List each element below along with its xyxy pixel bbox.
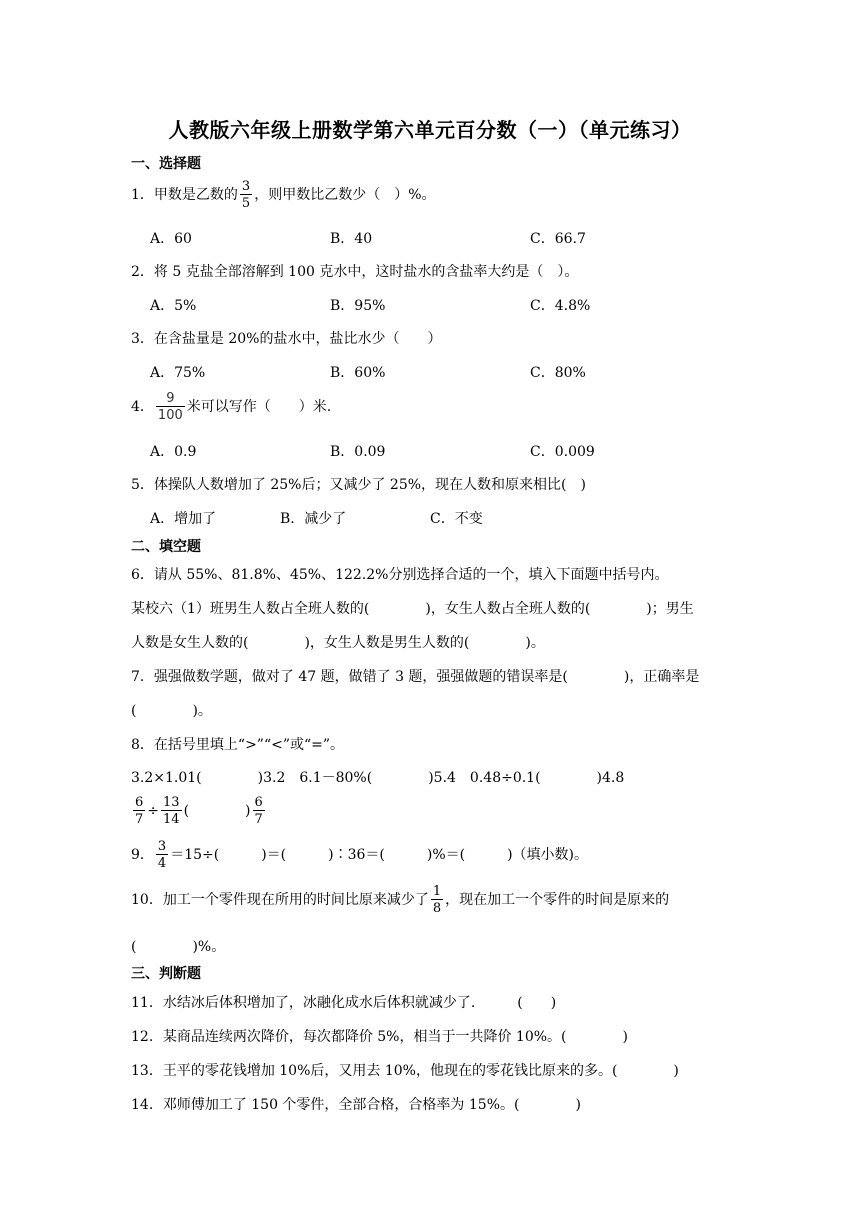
- fraction-6-7: $\frac{6}{7}$: [254, 795, 263, 827]
- question-2: 2．将 5 克盐全部溶解到 100 克水中，这时盐水的含盐率大约是（ ）。: [131, 264, 579, 280]
- option-b[interactable]: B．40: [330, 231, 373, 247]
- question-7-line-1: 7．强强做数学题，做对了 47 题，做错了 3 题，强强做题的错误率是( )，正确率是: [131, 669, 700, 685]
- option-b[interactable]: B．60%: [330, 365, 386, 381]
- question-6-line-3: 人数是女生人数的( )，女生人数是男生人数的( )。: [131, 635, 545, 651]
- question-6-line-2: 某校六（1）班男生人数占全班人数的( )，女生人数占全班人数的( )；男生: [131, 601, 694, 617]
- question-1-prefix: 1．甲数是乙数的: [131, 187, 238, 203]
- divide-sign: ÷: [147, 803, 160, 819]
- question-9-prefix: 9．: [131, 847, 154, 863]
- question-10-prefix: 10．加工一个零件现在所用的时间比原来减少了: [131, 892, 429, 908]
- question-1-suffix: ，则甲数比乙数少（ ）%。: [254, 187, 436, 203]
- question-11: 11．水结冰后体积增加了，冰融化成水后体积就减少了. ( ): [131, 995, 557, 1011]
- answer-blank: ( ): [183, 803, 251, 819]
- question-6-line-1: 6．请从 55%、81.8%、45%、122.2%分别选择合适的一个，填入下面题中括号内。: [131, 567, 669, 583]
- option-b[interactable]: B．减少了: [280, 511, 347, 527]
- option-a[interactable]: A．5%: [150, 298, 197, 314]
- fraction-6-7: $\frac{6}{7}$: [135, 795, 144, 827]
- option-b[interactable]: B．95%: [330, 298, 386, 314]
- question-4-prefix: 4．: [131, 399, 154, 415]
- question-10-line-2: ( )%。: [131, 939, 226, 955]
- option-c[interactable]: C．不变: [430, 511, 483, 527]
- option-b[interactable]: B．0.09: [330, 444, 386, 460]
- option-a[interactable]: A．60: [150, 231, 192, 247]
- section-heading-fill: 二、填空题: [131, 539, 201, 555]
- question-14: 14．邓师傅加工了 150 个零件，全部合格，合格率为 15%。( ): [131, 1097, 581, 1113]
- option-c[interactable]: C．4.8%: [530, 298, 591, 314]
- fraction-3-4: $\frac{3}{4}$: [157, 839, 167, 871]
- fraction-13-14: $\frac{13}{14}$: [163, 795, 180, 827]
- question-7-line-2: ( )。: [131, 703, 212, 719]
- question-8-line-2: 3.2×1.01( )3.2 6.1－80%( )5.4 0.48÷0.1( )4.8: [131, 770, 625, 786]
- question-1: [131, 180, 436, 210]
- option-a[interactable]: A．增加了: [150, 511, 217, 527]
- question-3: 3．在含盐量是 20%的盐水中，盐比水少（ ）: [131, 331, 442, 347]
- question-4: [131, 392, 331, 422]
- page-title: 人教版六年级上册数学第六单元百分数（一）（单元练习）: [168, 118, 692, 142]
- option-a[interactable]: A．0.9: [150, 444, 197, 460]
- question-13: 13．王平的零花钱增加 10%后，又用去 10%，他现在的零花钱比原来的多。( ): [131, 1063, 679, 1079]
- question-12: 12．某商品连续两次降价，每次都降价 5%，相当于一共降价 10%。( ): [131, 1029, 628, 1045]
- option-c[interactable]: C．66.7: [530, 231, 586, 247]
- question-4-suffix: 米可以写作（ ）米.: [186, 399, 332, 415]
- fraction-3-5: $\frac{3}{5}$: [241, 179, 251, 211]
- question-8-line-3: [131, 796, 267, 826]
- question-10-line-1: [131, 885, 669, 915]
- section-heading-choice: 一、选择题: [131, 156, 201, 172]
- option-c[interactable]: C．0.009: [530, 444, 595, 460]
- option-c[interactable]: C．80%: [530, 365, 586, 381]
- section-heading-judge: 三、判断题: [131, 966, 201, 982]
- question-9-suffix: ＝15÷( )＝( )∶36＝( )%＝( )（填小数)。: [170, 847, 589, 863]
- fraction-1-8: $\frac{1}{8}$: [432, 884, 442, 916]
- question-9: [131, 840, 588, 870]
- question-8-line-1: 8．在括号里填上“>”“<”或“=”。: [131, 737, 345, 753]
- fraction-9-100: $\frac{9}{100}$: [157, 391, 183, 423]
- question-5: 5．体操队人数增加了 25%后；又减少了 25%，现在人数和原来相比( ): [131, 477, 586, 493]
- option-a[interactable]: A．75%: [150, 365, 206, 381]
- question-10-suffix: ，现在加工一个零件的时间是原来的: [445, 892, 670, 908]
